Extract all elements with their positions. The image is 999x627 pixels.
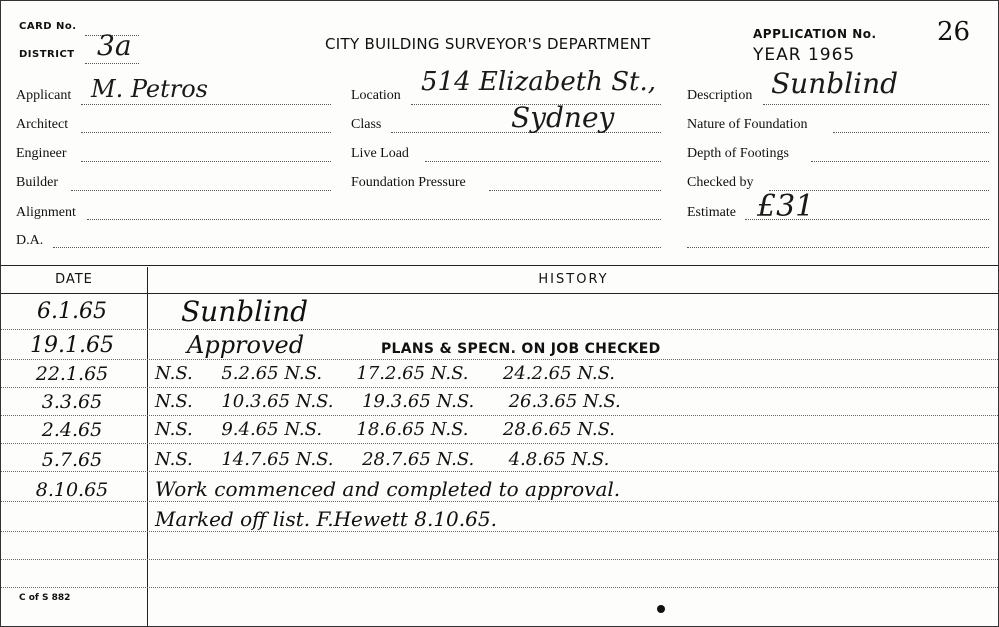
district-line	[85, 63, 139, 64]
history-text-7: Work commenced and completed to approval.	[155, 477, 621, 501]
live-load-line	[425, 161, 661, 162]
history-date-3: 22.1.65	[35, 363, 109, 385]
da-label: D.A.	[16, 233, 44, 248]
applicant-line	[81, 104, 331, 105]
approval-stamp: PLANS & SPECN. ON JOB CHECKED	[381, 341, 661, 357]
right-extra-line	[687, 247, 989, 248]
estimate-label: Estimate	[687, 205, 736, 220]
district-value: 3a	[97, 29, 132, 62]
row-line	[1, 329, 999, 330]
live-load-label: Live Load	[351, 146, 409, 161]
estimate-value: £31	[757, 189, 815, 224]
description-line	[763, 104, 989, 105]
history-column-divider	[147, 267, 148, 627]
foundation-pressure-label: Foundation Pressure	[351, 175, 466, 190]
architect-line	[81, 132, 331, 133]
history-text-6: N.S. 14.7.65 N.S. 28.7.65 N.S. 4.8.65 N.S.	[155, 449, 610, 470]
row-line	[1, 387, 999, 388]
row-line	[1, 501, 999, 502]
history-text-1: Sunblind	[181, 295, 309, 328]
class-label: Class	[351, 117, 382, 132]
history-text-4: N.S. 10.3.65 N.S. 19.3.65 N.S. 26.3.65 N.S.	[155, 391, 621, 412]
history-text-5: N.S. 9.4.65 N.S. 18.6.65 N.S. 28.6.65 N.S.	[155, 419, 616, 440]
description-value: Sunblind	[771, 67, 899, 100]
history-date-6: 5.7.65	[41, 449, 103, 471]
date-header: DATE	[55, 272, 93, 287]
form-code: C of S 882	[19, 593, 71, 603]
alignment-label: Alignment	[16, 205, 76, 220]
history-date-7: 8.10.65	[35, 479, 109, 501]
district-label: DISTRICT	[19, 49, 75, 60]
history-date-5: 2.4.65	[41, 419, 103, 441]
alignment-line	[87, 219, 661, 220]
location-value-2: Sydney	[511, 101, 615, 134]
punch-hole	[657, 605, 665, 613]
depth-of-footings-label: Depth of Footings	[687, 146, 789, 161]
depth-of-footings-line	[811, 161, 989, 162]
applicant-value: M. Petros	[91, 75, 208, 103]
application-no-label: APPLICATION No.	[753, 27, 877, 41]
year-label: YEAR 1965	[753, 45, 856, 65]
engineer-label: Engineer	[16, 146, 67, 161]
history-text-8: Marked off list. F.Hewett 8.10.65.	[155, 507, 497, 531]
history-date-2: 19.1.65	[30, 333, 114, 358]
history-text-2: Approved	[187, 331, 305, 359]
history-header-rule	[1, 293, 999, 294]
builder-line	[71, 190, 331, 191]
application-no-value: 26	[937, 17, 971, 47]
history-top-rule	[1, 265, 999, 266]
description-label: Description	[687, 88, 753, 103]
checked-by-label: Checked by	[687, 175, 754, 190]
row-line	[1, 359, 999, 360]
history-date-1: 6.1.65	[37, 299, 107, 324]
da-line	[53, 247, 661, 248]
applicant-label: Applicant	[16, 88, 72, 103]
row-line	[1, 531, 999, 532]
row-line	[1, 471, 999, 472]
foundation-pressure-line	[489, 190, 661, 191]
nature-of-foundation-label: Nature of Foundation	[687, 117, 808, 132]
card-no-label: CARD No.	[19, 21, 77, 32]
row-line	[1, 559, 999, 560]
history-date-4: 3.3.65	[41, 391, 103, 413]
row-line	[1, 443, 999, 444]
history-text-3: N.S. 5.2.65 N.S. 17.2.65 N.S. 24.2.65 N.S.	[155, 363, 616, 384]
row-line	[1, 415, 999, 416]
engineer-line	[81, 161, 331, 162]
department-title: CITY BUILDING SURVEYOR'S DEPARTMENT	[325, 35, 651, 53]
history-header: HISTORY	[538, 272, 609, 287]
architect-label: Architect	[16, 117, 69, 132]
nature-of-foundation-line	[833, 132, 989, 133]
location-value-1: 514 Elizabeth St.,	[421, 67, 656, 97]
builder-label: Builder	[16, 175, 58, 190]
row-line	[1, 587, 999, 588]
location-label: Location	[351, 88, 401, 103]
